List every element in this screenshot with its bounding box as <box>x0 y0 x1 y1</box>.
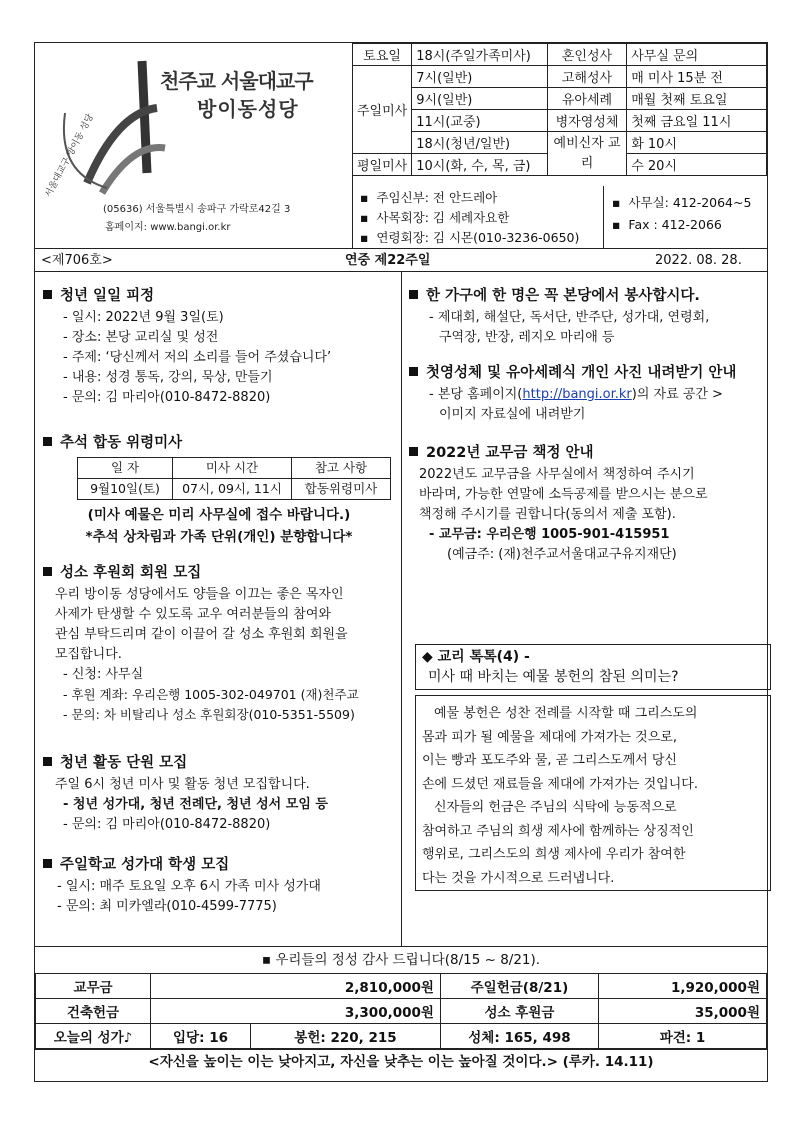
list-item: - 문의: 차 비탈리나 성소 후원회장(010-5351-5509) <box>63 707 355 722</box>
issue-date: 2022. 08. 28. <box>655 253 742 268</box>
sun-time-2: 9시(일반) <box>412 88 548 110</box>
church-title-line1: 천주교 서울대교구 <box>160 69 313 93</box>
column-divider <box>401 272 402 946</box>
table-cell: 파견: 1 <box>598 1024 766 1049</box>
table-cell: 성체: 165, 498 <box>440 1024 598 1049</box>
tithe-body-line: 바라며, 가능한 연말에 소득공제를 받으시는 분으로 <box>419 487 708 502</box>
qa-line: 다는 것을 가시적으로 드러냅니다. <box>422 870 615 886</box>
offering-table <box>35 973 767 1049</box>
sun-time-4: 18시(청년/일반) <box>412 132 548 154</box>
table-cell: 봉헌: 220, 215 <box>251 1024 441 1049</box>
office-phone: 사무실: 412-2064~5 <box>628 195 752 210</box>
table-header: 미사 시간 <box>173 458 292 479</box>
list-item: - 청년 성가대, 청년 전례단, 청년 성서 모임 등 <box>63 797 328 812</box>
list-item: - 후원 계좌: 우리은행 1005-302-049701 (재)천주교 <box>63 687 359 702</box>
section-youth-activity <box>43 753 395 835</box>
contacts-left: ▪ 주임신부: 전 안드레아 ▪ 사목회장: 김 세례자요한 ▪ 연령회장: 김 시몬(010-3236-0650) <box>360 190 580 245</box>
homepage[interactable]: 홈페이지: www.bangi.or.kr <box>105 222 231 233</box>
section-memorial-mass <box>43 433 395 548</box>
catechu-label: 예비신자 교리 <box>547 132 626 176</box>
list-item: - 내용: 성경 통독, 강의, 묵상, 만들기 <box>63 370 273 385</box>
list-item: - 제대회, 해설단, 독서단, 반주단, 성가대, 연령회, <box>429 310 710 325</box>
sunday-label: 주일미사 <box>353 66 412 154</box>
table-cell: 07시, 09시, 11시 <box>173 479 292 500</box>
qa-title-1: ◆ 교리 톡톡(4) - <box>422 649 530 665</box>
logo-text: 서울대교구 방이동 성당 <box>43 112 96 200</box>
photo-post: )의 자료 공간 > <box>631 387 723 402</box>
vocation-body-line: 모집합니다. <box>55 647 122 662</box>
qa-line: 신자들의 헌금은 주님의 식탁에 능동적으로 <box>434 800 677 815</box>
weekday-time: 10시(화, 수, 목, 금) <box>412 154 548 176</box>
vocation-body-line: 관심 부탁드리며 같이 이끌어 갈 성소 후원회 회원을 <box>55 627 348 642</box>
section-photo-download <box>409 363 765 425</box>
memorial-mass-title: 추석 합동 위령미사 <box>60 435 183 451</box>
doctrine-qa-body <box>415 695 771 891</box>
table-cell: 2,810,000원 <box>151 974 441 999</box>
tithe-body-line: 책정해 주시기를 권합니다(동의서 제출 포함). <box>419 507 676 522</box>
parish-logo-icon <box>47 53 167 203</box>
infant-label: 유아세례 <box>547 88 626 110</box>
qa-title-2: 미사 때 바치는 예물 봉헌의 참된 의미는? <box>428 669 679 685</box>
sun-time-1: 7시(일반) <box>412 66 548 88</box>
bulletin-frame <box>34 42 768 1082</box>
qa-line: 몸과 피가 될 예물을 제대에 가져가는 것으로, <box>422 729 677 745</box>
confession-label: 고해성사 <box>547 66 626 88</box>
contacts-right: ▪ 사무실: 412-2064~5 ▪ Fax : 412-2066 <box>603 186 769 248</box>
address: (05636) 서울특별시 송파구 가락로42길 3 <box>103 204 291 215</box>
section-vocation-support <box>43 563 395 725</box>
confession-value: 매 미사 15분 전 <box>627 66 767 88</box>
table-cell: 합동위령미사 <box>292 479 391 500</box>
table-cell: 1,920,000원 <box>598 974 766 999</box>
issue-bar <box>35 248 767 272</box>
liturgical-week: 연중 제22주일 <box>345 253 431 268</box>
list-item: - 장소: 본당 교리실 및 성전 <box>63 330 219 345</box>
volunteer-title: 한 가구에 한 명은 꼭 본당에서 봉사합시다. <box>426 288 700 304</box>
table-cell: 주일헌금(8/21) <box>440 974 598 999</box>
church-title-line2: 방이동성당 <box>197 97 299 121</box>
list-item: - 주제: ‘당신께서 저의 소리를 들어 주셨습니다’ <box>63 350 332 365</box>
tithe-title: 2022년 교무금 책정 안내 <box>426 445 594 461</box>
homepage-link[interactable]: http://bangi.or.kr <box>522 387 632 402</box>
tithe-holder: (예금주: (재)천주교서울대교구유지재단) <box>447 547 677 562</box>
council-president: 사목회장: 김 세례자요한 <box>376 210 510 225</box>
table-cell: 교무금 <box>36 974 151 999</box>
header-left <box>35 43 353 248</box>
youth-retreat-title: 청년 일일 피정 <box>60 288 155 304</box>
table-header: 참고 사항 <box>292 458 391 479</box>
scripture-quote: <자신을 높이는 이는 낮아지고, 자신을 낮추는 이는 높아질 것이다.> (루카. 14.11) <box>35 1049 767 1075</box>
tithe-body-line: 2022년도 교무금을 사무실에서 책정하여 주시기 <box>419 467 695 482</box>
list-item: - 일시: 매주 토요일 오후 6시 가족 미사 성가대 <box>57 879 321 894</box>
elder-president: 연령회장: 김 시몬(010-3236-0650) <box>376 230 580 245</box>
table-cell: 건축헌금 <box>36 999 151 1024</box>
photo-line-1 <box>409 385 765 405</box>
list-item: - 문의: 김 마리아(010-8472-8820) <box>63 390 271 405</box>
youth-activity-body: 주일 6시 청년 미사 및 활동 청년 모집합니다. <box>55 777 310 792</box>
catechu-value-1: 화 10시 <box>627 132 767 154</box>
table-cell: 9월10일(토) <box>78 479 173 500</box>
list-item: - 일시: 2022년 9월 3일(토) <box>63 310 224 325</box>
table-cell: 오늘의 성가♪ <box>36 1024 151 1049</box>
photo-pre: - 본당 홈페이지( <box>429 387 523 402</box>
vocation-body-line: 사제가 탄생할 수 있도록 교우 여러분들의 참여와 <box>55 607 331 622</box>
infant-value: 매월 첫째 토요일 <box>627 88 767 110</box>
list-item: - 문의: 최 미카엘라(010-4599-7775) <box>57 899 277 914</box>
table-header: 일 자 <box>78 458 173 479</box>
contacts-box <box>352 186 769 248</box>
section-tithe <box>409 443 765 565</box>
youth-activity-title: 청년 활동 단원 모집 <box>60 755 188 771</box>
catechu-value-2: 수 20시 <box>627 154 767 176</box>
offering-footer <box>35 946 767 1075</box>
schedule-table <box>352 43 767 176</box>
issue-number: <제706호> <box>41 253 113 268</box>
sick-value: 첫째 금요일 11시 <box>627 110 767 132</box>
qa-line: 이는 빵과 포도주와 물, 곧 그리스도께서 당신 <box>422 753 677 768</box>
qa-line: 행위로, 그리스도의 희생 제사에 우리가 참여한 <box>422 847 686 862</box>
address-block <box>103 201 290 237</box>
qa-line: 손에 드셨던 재료들을 제대에 가져가는 것입니다. <box>422 776 698 792</box>
wedding-label: 혼인성사 <box>547 44 626 66</box>
qa-line: 예물 봉헌은 성찬 전례를 시작할 때 그리스도의 <box>434 706 698 721</box>
memorial-note-1: (미사 예물은 미리 사무실에 접수 바랍니다.) <box>87 507 351 523</box>
sun-time-3: 11시(교중) <box>412 110 548 132</box>
photo-line-2: 이미지 자료실에 내려받기 <box>439 407 586 422</box>
vocation-body-line: 우리 방이동 성당에서도 양들을 이끄는 좋은 목자인 <box>55 587 344 602</box>
wedding-value: 사무실 문의 <box>627 44 767 66</box>
choir-title: 주일학교 성가대 학생 모집 <box>60 857 230 873</box>
doctrine-qa-title <box>415 644 771 690</box>
list-item: - 신청: 사무실 <box>63 667 144 682</box>
qa-line: 참여하고 주님의 희생 제사에 함께하는 상징적인 <box>422 823 694 839</box>
list-item: - 문의: 김 마리아(010-8472-8820) <box>63 817 271 832</box>
memorial-mass-table <box>77 457 391 500</box>
pastor: 주임신부: 전 안드레아 <box>376 190 498 205</box>
sat-label: 토요일 <box>353 44 412 66</box>
fax: Fax : 412-2066 <box>628 217 722 232</box>
vocation-title: 성소 후원회 회원 모집 <box>60 565 202 581</box>
sat-time: 18시(주일가족미사) <box>412 44 548 66</box>
weekday-label: 평일미사 <box>353 154 412 176</box>
table-cell: 성소 후원금 <box>440 999 598 1024</box>
table-cell: 3,300,000원 <box>151 999 441 1024</box>
table-cell: 35,000원 <box>598 999 766 1024</box>
section-youth-retreat <box>43 286 395 408</box>
sick-label: 병자영성체 <box>547 110 626 132</box>
offering-title: ▪ 우리들의 정성 감사 드립니다(8/15 ~ 8/21). <box>35 946 767 973</box>
photo-title: 첫영성체 및 유아세례식 개인 사진 내려받기 안내 <box>426 365 737 381</box>
tithe-account: - 교무금: 우리은행 1005-901-415951 <box>429 527 670 542</box>
section-sunday-school-choir <box>43 855 395 917</box>
section-volunteer <box>409 286 765 348</box>
memorial-note-2: *추석 상차림과 가족 단위(개인) 분향합니다* <box>85 529 353 545</box>
table-cell: 입당: 16 <box>151 1024 251 1049</box>
list-item: 구역장, 반장, 레지오 마리애 등 <box>439 330 615 345</box>
